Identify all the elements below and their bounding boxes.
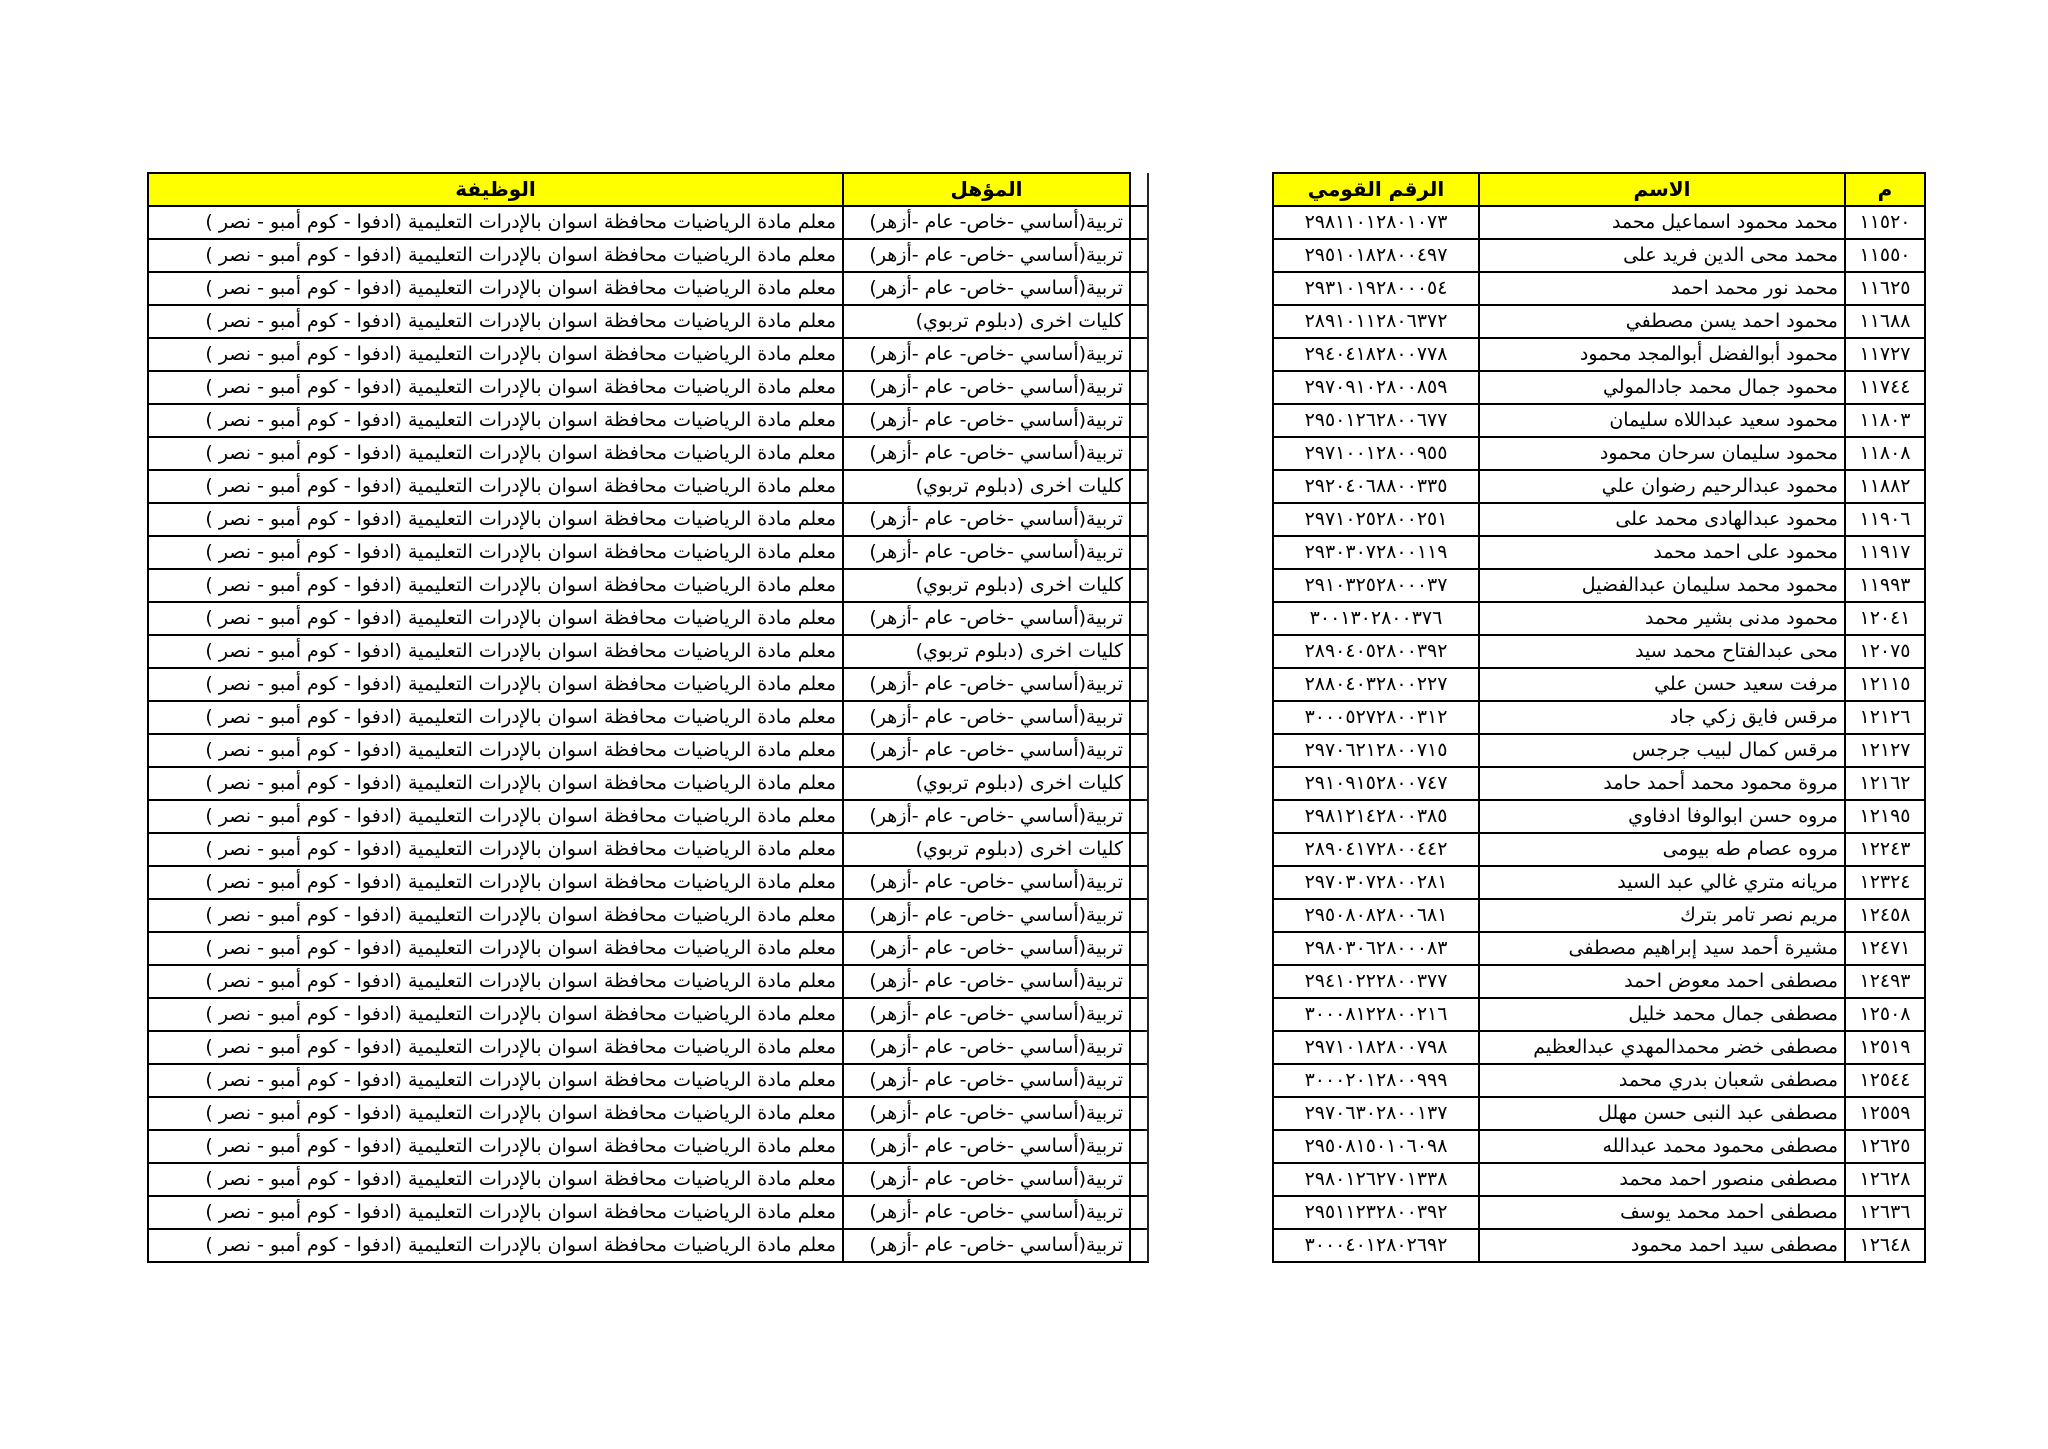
cell-national-id: ٢٩٨١١٠١٢٨٠١٠٧٣ <box>1273 206 1479 239</box>
table-row <box>1273 206 1925 239</box>
cell-qualification: تربية(أساسي -خاص- عام -أزهر) <box>843 1229 1130 1262</box>
table-row <box>148 206 1148 239</box>
cell-name: محمد محمود اسماعيل محمد <box>1479 206 1845 239</box>
cell-name: مصطفى احمد معوض احمد <box>1479 965 1845 998</box>
cell-qualification: تربية(أساسي -خاص- عام -أزهر) <box>843 404 1130 437</box>
cell-serial: ١٢٦٢٨ <box>1845 1163 1925 1196</box>
table-row <box>1273 239 1925 272</box>
cell-name: محمد نور محمد احمد <box>1479 272 1845 305</box>
cell-national-id: ٢٩٧١٠٠١٢٨٠٠٩٥٥ <box>1273 437 1479 470</box>
table-row <box>1273 371 1925 404</box>
cell-name: مريانه متري غالي عبد السيد <box>1479 866 1845 899</box>
cell-job: معلم مادة الرياضيات محافظة اسوان بالإدرات التعليمية (ادفوا - كوم أمبو - نصر ) <box>148 800 843 833</box>
table-row <box>148 1031 1148 1064</box>
cell-national-id: ٢٨٩٠٤١٧٢٨٠٠٤٤٢ <box>1273 833 1479 866</box>
cell-job: معلم مادة الرياضيات محافظة اسوان بالإدرات التعليمية (ادفوا - كوم أمبو - نصر ) <box>148 1196 843 1229</box>
cell-job: معلم مادة الرياضيات محافظة اسوان بالإدرات التعليمية (ادفوا - كوم أمبو - نصر ) <box>148 932 843 965</box>
cell-national-id: ٢٩٨١٢١٤٢٨٠٠٣٨٥ <box>1273 800 1479 833</box>
cell-national-id: ٣٠٠٠٨١٢٢٨٠٠٢١٦ <box>1273 998 1479 1031</box>
cell-qualification: تربية(أساسي -خاص- عام -أزهر) <box>843 239 1130 272</box>
cell-job: معلم مادة الرياضيات محافظة اسوان بالإدرات التعليمية (ادفوا - كوم أمبو - نصر ) <box>148 404 843 437</box>
cell-qualification: تربية(أساسي -خاص- عام -أزهر) <box>843 503 1130 536</box>
header-m: م <box>1845 173 1925 206</box>
table-row <box>148 470 1148 503</box>
cell-job: معلم مادة الرياضيات محافظة اسوان بالإدرات التعليمية (ادفوا - كوم أمبو - نصر ) <box>148 305 843 338</box>
cell-qualification: تربية(أساسي -خاص- عام -أزهر) <box>843 1097 1130 1130</box>
cell-qualification: تربية(أساسي -خاص- عام -أزهر) <box>843 932 1130 965</box>
table-row <box>1273 305 1925 338</box>
table-row <box>148 1229 1148 1262</box>
cell-job: معلم مادة الرياضيات محافظة اسوان بالإدرات التعليمية (ادفوا - كوم أمبو - نصر ) <box>148 536 843 569</box>
table-row <box>148 305 1148 338</box>
table-row <box>1273 734 1925 767</box>
header-qualification: المؤهل <box>843 173 1130 206</box>
table-row <box>1273 602 1925 635</box>
table-row <box>148 1196 1148 1229</box>
table-row <box>1273 932 1925 965</box>
table-row <box>1273 1064 1925 1097</box>
table-row <box>1273 404 1925 437</box>
cell-national-id: ٣٠٠٠٥٢٧٢٨٠٠٣١٢ <box>1273 701 1479 734</box>
table-row <box>1273 569 1925 602</box>
table-row <box>1273 338 1925 371</box>
cell-job: معلم مادة الرياضيات محافظة اسوان بالإدرات التعليمية (ادفوا - كوم أمبو - نصر ) <box>148 371 843 404</box>
cell-national-id: ٢٩٥٠١٢٦٢٨٠٠٦٧٧ <box>1273 404 1479 437</box>
table-row <box>148 404 1148 437</box>
cell-job: معلم مادة الرياضيات محافظة اسوان بالإدرات التعليمية (ادفوا - كوم أمبو - نصر ) <box>148 635 843 668</box>
table-row <box>1273 1031 1925 1064</box>
cell-qualification: تربية(أساسي -خاص- عام -أزهر) <box>843 899 1130 932</box>
cell-serial: ١٢١٦٢ <box>1845 767 1925 800</box>
cell-national-id: ٢٩٥٠٨٠٨٢٨٠٠٦٨١ <box>1273 899 1479 932</box>
cell-name: مصطفى عبد النبى حسن مهلل <box>1479 1097 1845 1130</box>
cell-national-id: ٢٩٧٠٦٣٠٢٨٠٠١٣٧ <box>1273 1097 1479 1130</box>
table-row <box>148 899 1148 932</box>
cell-serial: ١١٧٢٧ <box>1845 338 1925 371</box>
cell-qualification: تربية(أساسي -خاص- عام -أزهر) <box>843 998 1130 1031</box>
cell-national-id: ٢٩٤١٠٢٢٢٨٠٠٣٧٧ <box>1273 965 1479 998</box>
table-row <box>148 1130 1148 1163</box>
cell-serial: ١١٧٤٤ <box>1845 371 1925 404</box>
cell-national-id: ٢٩٢٠٤٠٦٨٨٠٠٣٣٥ <box>1273 470 1479 503</box>
cell-job: معلم مادة الرياضيات محافظة اسوان بالإدرات التعليمية (ادفوا - كوم أمبو - نصر ) <box>148 272 843 305</box>
table-row <box>148 1064 1148 1097</box>
table-row <box>1273 668 1925 701</box>
cell-job: معلم مادة الرياضيات محافظة اسوان بالإدرات التعليمية (ادفوا - كوم أمبو - نصر ) <box>148 437 843 470</box>
table-row <box>1273 1097 1925 1130</box>
table-row <box>1273 833 1925 866</box>
header-name: الاسم <box>1479 173 1845 206</box>
cell-qualification: تربية(أساسي -خاص- عام -أزهر) <box>843 1130 1130 1163</box>
table-row <box>148 569 1148 602</box>
cell-job: معلم مادة الرياضيات محافظة اسوان بالإدرات التعليمية (ادفوا - كوم أمبو - نصر ) <box>148 866 843 899</box>
cell-job: معلم مادة الرياضيات محافظة اسوان بالإدرات التعليمية (ادفوا - كوم أمبو - نصر ) <box>148 998 843 1031</box>
cell-serial: ١١٩١٧ <box>1845 536 1925 569</box>
cell-name: مرقس فايق زكي جاد <box>1479 701 1845 734</box>
cell-name: محمود احمد يسن مصطفي <box>1479 305 1845 338</box>
cell-name: مصطفى محمود محمد عبدالله <box>1479 1130 1845 1163</box>
cell-name: محمد محى الدين فريد على <box>1479 239 1845 272</box>
cell-serial: ١٢٦٣٦ <box>1845 1196 1925 1229</box>
cell-serial: ١١٩٩٣ <box>1845 569 1925 602</box>
cell-national-id: ٢٩٨٠١٢٦٢٧٠١٣٣٨ <box>1273 1163 1479 1196</box>
cell-national-id: ٢٩٥١١٢٣٢٨٠٠٣٩٢ <box>1273 1196 1479 1229</box>
cell-national-id: ٢٩٣٠٣٠٧٢٨٠٠١١٩ <box>1273 536 1479 569</box>
cell-job: معلم مادة الرياضيات محافظة اسوان بالإدرات التعليمية (ادفوا - كوم أمبو - نصر ) <box>148 734 843 767</box>
cell-job: معلم مادة الرياضيات محافظة اسوان بالإدرات التعليمية (ادفوا - كوم أمبو - نصر ) <box>148 206 843 239</box>
table-row <box>148 932 1148 965</box>
cell-job: معلم مادة الرياضيات محافظة اسوان بالإدرات التعليمية (ادفوا - كوم أمبو - نصر ) <box>148 965 843 998</box>
cell-qualification: تربية(أساسي -خاص- عام -أزهر) <box>843 602 1130 635</box>
cell-national-id: ٢٩٧٠٩١٠٢٨٠٠٨٥٩ <box>1273 371 1479 404</box>
cell-serial: ١٢١٢٦ <box>1845 701 1925 734</box>
candidates-table-right <box>1272 172 1926 1263</box>
cell-name: مرقس كمال لبيب جرجس <box>1479 734 1845 767</box>
cell-national-id: ٢٩٣١٠١٩٢٨٠٠٠٥٤ <box>1273 272 1479 305</box>
cell-name: محمود عبدالهادى محمد على <box>1479 503 1845 536</box>
table-row <box>148 602 1148 635</box>
cell-qualification: تربية(أساسي -خاص- عام -أزهر) <box>843 965 1130 998</box>
table-row <box>148 338 1148 371</box>
cell-job: معلم مادة الرياضيات محافظة اسوان بالإدرات التعليمية (ادفوا - كوم أمبو - نصر ) <box>148 569 843 602</box>
cell-qualification: تربية(أساسي -خاص- عام -أزهر) <box>843 437 1130 470</box>
header-row <box>1273 173 1925 206</box>
table-row <box>1273 635 1925 668</box>
table-row <box>148 767 1148 800</box>
cell-name: محمود عبدالرحيم رضوان علي <box>1479 470 1845 503</box>
cell-qualification: تربية(أساسي -خاص- عام -أزهر) <box>843 1163 1130 1196</box>
cell-job: معلم مادة الرياضيات محافظة اسوان بالإدرات التعليمية (ادفوا - كوم أمبو - نصر ) <box>148 1229 843 1262</box>
cell-serial: ١٢٥٠٨ <box>1845 998 1925 1031</box>
table-row <box>1273 701 1925 734</box>
cell-qualification: كليات اخرى (دبلوم تربوي) <box>843 833 1130 866</box>
table-row <box>148 833 1148 866</box>
cell-serial: ١٢٥٥٩ <box>1845 1097 1925 1130</box>
cell-serial: ١١٨٠٣ <box>1845 404 1925 437</box>
cell-serial: ١٢١١٥ <box>1845 668 1925 701</box>
table-row <box>148 503 1148 536</box>
table-row <box>148 1163 1148 1196</box>
cell-qualification: تربية(أساسي -خاص- عام -أزهر) <box>843 668 1130 701</box>
table-row <box>148 1097 1148 1130</box>
cell-serial: ١٢٤٥٨ <box>1845 899 1925 932</box>
table-row <box>1273 536 1925 569</box>
cell-name: محمود سليمان سرحان محمود <box>1479 437 1845 470</box>
cell-serial: ١٢٣٢٤ <box>1845 866 1925 899</box>
cell-serial: ١٢٦٤٨ <box>1845 1229 1925 1262</box>
cell-name: مصطفى خضر محمدالمهدي عبدالعظيم <box>1479 1031 1845 1064</box>
cell-serial: ١٢٥١٩ <box>1845 1031 1925 1064</box>
cut-edge-fade <box>1143 170 1179 1262</box>
cell-serial: ١٢١٢٧ <box>1845 734 1925 767</box>
cell-qualification: كليات اخرى (دبلوم تربوي) <box>843 635 1130 668</box>
cell-national-id: ٢٩٧١٠٢٥٢٨٠٠٢٥١ <box>1273 503 1479 536</box>
cell-name: مصطفى سيد احمد محمود <box>1479 1229 1845 1262</box>
table-row <box>1273 899 1925 932</box>
cell-job: معلم مادة الرياضيات محافظة اسوان بالإدرات التعليمية (ادفوا - كوم أمبو - نصر ) <box>148 503 843 536</box>
cell-qualification: تربية(أساسي -خاص- عام -أزهر) <box>843 1196 1130 1229</box>
table-row <box>1273 965 1925 998</box>
cell-serial: ١٢٠٧٥ <box>1845 635 1925 668</box>
table-row <box>148 536 1148 569</box>
cell-qualification: كليات اخرى (دبلوم تربوي) <box>843 305 1130 338</box>
cell-national-id: ٣٠٠٠٤٠١٢٨٠٢٦٩٢ <box>1273 1229 1479 1262</box>
cell-national-id: ٢٩٨٠٣٠٦٢٨٠٠٠٨٣ <box>1273 932 1479 965</box>
cell-qualification: تربية(أساسي -خاص- عام -أزهر) <box>843 536 1130 569</box>
table-row <box>148 734 1148 767</box>
cell-job: معلم مادة الرياضيات محافظة اسوان بالإدرات التعليمية (ادفوا - كوم أمبو - نصر ) <box>148 767 843 800</box>
cell-serial: ١١٥٥٠ <box>1845 239 1925 272</box>
table-row <box>1273 767 1925 800</box>
cell-qualification: تربية(أساسي -خاص- عام -أزهر) <box>843 1031 1130 1064</box>
table-row <box>148 866 1148 899</box>
cell-job: معلم مادة الرياضيات محافظة اسوان بالإدرات التعليمية (ادفوا - كوم أمبو - نصر ) <box>148 899 843 932</box>
cell-name: محمود سعيد عبداللاه سليمان <box>1479 404 1845 437</box>
cell-national-id: ٢٩١٠٣٢٥٢٨٠٠٠٣٧ <box>1273 569 1479 602</box>
cell-national-id: ٢٩٧٠٣٠٧٢٨٠٠٢٨١ <box>1273 866 1479 899</box>
cell-job: معلم مادة الرياضيات محافظة اسوان بالإدرات التعليمية (ادفوا - كوم أمبو - نصر ) <box>148 602 843 635</box>
cell-serial: ١٢٦٢٥ <box>1845 1130 1925 1163</box>
cell-qualification: كليات اخرى (دبلوم تربوي) <box>843 569 1130 602</box>
cell-national-id: ٢٩٧٠٦٢١٢٨٠٠٧١٥ <box>1273 734 1479 767</box>
cell-national-id: ٢٩٥١٠١٨٢٨٠٠٤٩٧ <box>1273 239 1479 272</box>
table-row <box>1273 437 1925 470</box>
cell-job: معلم مادة الرياضيات محافظة اسوان بالإدرات التعليمية (ادفوا - كوم أمبو - نصر ) <box>148 701 843 734</box>
cell-national-id: ٢٩٥٠٨١٥٠١٠٦٠٩٨ <box>1273 1130 1479 1163</box>
table-row <box>1273 1229 1925 1262</box>
cell-serial: ١١٦٢٥ <box>1845 272 1925 305</box>
cell-name: محمود أبوالفضل أبوالمجد محمود <box>1479 338 1845 371</box>
table-row <box>1273 503 1925 536</box>
cell-qualification: تربية(أساسي -خاص- عام -أزهر) <box>843 800 1130 833</box>
cell-qualification: تربية(أساسي -خاص- عام -أزهر) <box>843 206 1130 239</box>
cell-qualification: تربية(أساسي -خاص- عام -أزهر) <box>843 701 1130 734</box>
cell-name: مشيرة أحمد سيد إبراهيم مصطفى <box>1479 932 1845 965</box>
cell-serial: ١١٨٨٢ <box>1845 470 1925 503</box>
cell-qualification: تربية(أساسي -خاص- عام -أزهر) <box>843 272 1130 305</box>
cell-qualification: كليات اخرى (دبلوم تربوي) <box>843 767 1130 800</box>
cell-national-id: ٢٨٨٠٤٠٣٢٨٠٠٢٢٧ <box>1273 668 1479 701</box>
cell-serial: ١٢١٩٥ <box>1845 800 1925 833</box>
table-row <box>1273 1130 1925 1163</box>
cell-serial: ١١٨٠٨ <box>1845 437 1925 470</box>
cell-national-id: ٢٩٧١٠١٨٢٨٠٠٧٩٨ <box>1273 1031 1479 1064</box>
cell-name: مريم نصر تامر بترك <box>1479 899 1845 932</box>
table-row <box>148 371 1148 404</box>
cell-job: معلم مادة الرياضيات محافظة اسوان بالإدرات التعليمية (ادفوا - كوم أمبو - نصر ) <box>148 1163 843 1196</box>
cell-name: مصطفى شعبان بدري محمد <box>1479 1064 1845 1097</box>
cell-job: معلم مادة الرياضيات محافظة اسوان بالإدرات التعليمية (ادفوا - كوم أمبو - نصر ) <box>148 338 843 371</box>
cell-serial: ١١٩٠٦ <box>1845 503 1925 536</box>
table-row <box>148 701 1148 734</box>
candidates-table-left <box>147 172 1149 1263</box>
cell-job: معلم مادة الرياضيات محافظة اسوان بالإدرات التعليمية (ادفوا - كوم أمبو - نصر ) <box>148 1097 843 1130</box>
cell-name: مروه عصام طه بيومى <box>1479 833 1845 866</box>
table-row <box>148 437 1148 470</box>
cell-name: مروه حسن ابوالوفا ادفاوي <box>1479 800 1845 833</box>
table-row <box>1273 470 1925 503</box>
cell-qualification: تربية(أساسي -خاص- عام -أزهر) <box>843 1064 1130 1097</box>
cell-serial: ١٢٤٧١ <box>1845 932 1925 965</box>
cell-job: معلم مادة الرياضيات محافظة اسوان بالإدرات التعليمية (ادفوا - كوم أمبو - نصر ) <box>148 833 843 866</box>
cell-name: محمود على احمد محمد <box>1479 536 1845 569</box>
cell-name: مرفت سعيد حسن علي <box>1479 668 1845 701</box>
cell-serial: ١٢٥٤٤ <box>1845 1064 1925 1097</box>
cell-qualification: كليات اخرى (دبلوم تربوي) <box>843 470 1130 503</box>
table-row <box>148 800 1148 833</box>
table-row <box>1273 272 1925 305</box>
cell-name: محمود جمال محمد جادالمولي <box>1479 371 1845 404</box>
cell-job: معلم مادة الرياضيات محافظة اسوان بالإدرات التعليمية (ادفوا - كوم أمبو - نصر ) <box>148 1130 843 1163</box>
table-row <box>1273 1196 1925 1229</box>
table-body-right <box>1273 206 1925 1262</box>
header-national-id: الرقم القومي <box>1273 173 1479 206</box>
cell-serial: ١٢٢٤٣ <box>1845 833 1925 866</box>
cell-national-id: ٢٩٤٠٤١٨٢٨٠٠٧٧٨ <box>1273 338 1479 371</box>
cell-job: معلم مادة الرياضيات محافظة اسوان بالإدرات التعليمية (ادفوا - كوم أمبو - نصر ) <box>148 668 843 701</box>
cell-name: مروة محمود محمد أحمد حامد <box>1479 767 1845 800</box>
table-body-left <box>148 206 1148 1262</box>
cell-national-id: ٢٩١٠٩١٥٢٨٠٠٧٤٧ <box>1273 767 1479 800</box>
cell-job: معلم مادة الرياضيات محافظة اسوان بالإدرات التعليمية (ادفوا - كوم أمبو - نصر ) <box>148 1064 843 1097</box>
table-row <box>1273 800 1925 833</box>
cell-job: معلم مادة الرياضيات محافظة اسوان بالإدرات التعليمية (ادفوا - كوم أمبو - نصر ) <box>148 470 843 503</box>
cell-qualification: تربية(أساسي -خاص- عام -أزهر) <box>843 338 1130 371</box>
cell-national-id: ٢٨٩١٠١١٢٨٠٦٣٧٢ <box>1273 305 1479 338</box>
cell-name: مصطفى احمد محمد يوسف <box>1479 1196 1845 1229</box>
table-row <box>148 635 1148 668</box>
table-row <box>148 668 1148 701</box>
header-job: الوظيفة <box>148 173 843 206</box>
cell-job: معلم مادة الرياضيات محافظة اسوان بالإدرات التعليمية (ادفوا - كوم أمبو - نصر ) <box>148 239 843 272</box>
cell-name: محمود مدنى بشير محمد <box>1479 602 1845 635</box>
cell-serial: ١٢٠٤١ <box>1845 602 1925 635</box>
cell-name: مصطفى منصور احمد محمد <box>1479 1163 1845 1196</box>
header-row <box>148 173 1148 206</box>
table-row <box>148 965 1148 998</box>
cell-name: محمود محمد سليمان عبدالفضيل <box>1479 569 1845 602</box>
cell-national-id: ٢٨٩٠٤٠٥٢٨٠٠٣٩٢ <box>1273 635 1479 668</box>
table-row <box>1273 998 1925 1031</box>
cell-name: مصطفى جمال محمد خليل <box>1479 998 1845 1031</box>
table-row <box>148 272 1148 305</box>
cell-serial: ١٢٤٩٣ <box>1845 965 1925 998</box>
table-row <box>148 239 1148 272</box>
cell-national-id: ٣٠٠١٣٠٢٨٠٠٣٧٦ <box>1273 602 1479 635</box>
cell-name: محى عبدالفتاح محمد سيد <box>1479 635 1845 668</box>
cell-qualification: تربية(أساسي -خاص- عام -أزهر) <box>843 734 1130 767</box>
table-row <box>1273 866 1925 899</box>
table-row <box>1273 1163 1925 1196</box>
cell-job: معلم مادة الرياضيات محافظة اسوان بالإدرات التعليمية (ادفوا - كوم أمبو - نصر ) <box>148 1031 843 1064</box>
cell-qualification: تربية(أساسي -خاص- عام -أزهر) <box>843 866 1130 899</box>
cell-national-id: ٣٠٠٠٢٠١٢٨٠٠٩٩٩ <box>1273 1064 1479 1097</box>
table-row <box>148 998 1148 1031</box>
cell-serial: ١١٥٢٠ <box>1845 206 1925 239</box>
cell-qualification: تربية(أساسي -خاص- عام -أزهر) <box>843 371 1130 404</box>
cell-serial: ١١٦٨٨ <box>1845 305 1925 338</box>
